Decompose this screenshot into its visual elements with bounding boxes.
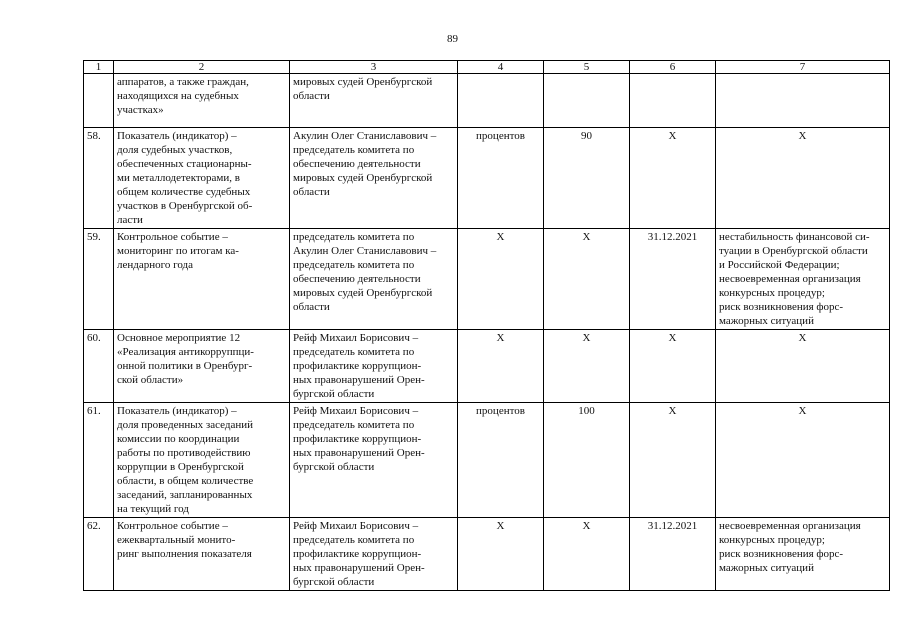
row-responsible: Рейф Михаил Борисович – председатель комитета по профилактике коррупцион- ных правонарушений Орен- бургской области bbox=[290, 518, 458, 591]
column-number-row bbox=[84, 61, 890, 74]
row-date: 31.12.2021 bbox=[630, 518, 716, 591]
row-value bbox=[544, 74, 630, 128]
row-date: 31.12.2021 bbox=[630, 229, 716, 330]
column-header: 2 bbox=[114, 61, 290, 74]
row-number: 61. bbox=[84, 403, 114, 518]
row-risks: Х bbox=[716, 330, 890, 403]
row-risks bbox=[716, 74, 890, 128]
table-row bbox=[84, 74, 890, 128]
row-number bbox=[84, 74, 114, 128]
table-row bbox=[84, 330, 890, 403]
row-name: Контрольное событие – мониторинг по итогам ка- лендарного года bbox=[114, 229, 290, 330]
row-number: 62. bbox=[84, 518, 114, 591]
table-row bbox=[84, 403, 890, 518]
row-date: Х bbox=[630, 128, 716, 229]
row-responsible: Рейф Михаил Борисович – председатель комитета по профилактике коррупцион- ных правонарушений Орен- бургской области bbox=[290, 330, 458, 403]
row-unit: Х bbox=[458, 330, 544, 403]
row-date: Х bbox=[630, 403, 716, 518]
row-responsible: Акулин Олег Станиславович – председатель комитета по обеспечению деятельности мировых судей Оренбургской области bbox=[290, 128, 458, 229]
column-header: 7 bbox=[716, 61, 890, 74]
row-value: Х bbox=[544, 229, 630, 330]
row-risks: Х bbox=[716, 128, 890, 229]
table-row bbox=[84, 518, 890, 591]
row-risks: нестабильность финансовой си- туации в Оренбургской области и Российской Федерации; несвоевременная организация конкурсных процедур; риск возникновения форс- мажорных ситуаций bbox=[716, 229, 890, 330]
row-number: 58. bbox=[84, 128, 114, 229]
row-value: 100 bbox=[544, 403, 630, 518]
row-unit: Х bbox=[458, 518, 544, 591]
column-header: 1 bbox=[84, 61, 114, 74]
column-header: 4 bbox=[458, 61, 544, 74]
row-value: 90 bbox=[544, 128, 630, 229]
table-row bbox=[84, 229, 890, 330]
row-number: 59. bbox=[84, 229, 114, 330]
row-number: 60. bbox=[84, 330, 114, 403]
row-risks: Х bbox=[716, 403, 890, 518]
row-responsible: Рейф Михаил Борисович – председатель комитета по профилактике коррупцион- ных правонарушений Орен- бургской области bbox=[290, 403, 458, 518]
row-name: аппаратов, а также граждан, находящихся на судебных участках» bbox=[114, 74, 290, 128]
row-unit: процентов bbox=[458, 128, 544, 229]
column-header: 5 bbox=[544, 61, 630, 74]
row-name: Контрольное событие – ежеквартальный монито- ринг выполнения показателя bbox=[114, 518, 290, 591]
row-responsible: председатель комитета по Акулин Олег Станиславович – председатель комитета по обеспечению деятельности мировых судей Оренбургской области bbox=[290, 229, 458, 330]
row-date bbox=[630, 74, 716, 128]
row-unit: Х bbox=[458, 229, 544, 330]
row-name: Показатель (индикатор) – доля проведенных заседаний комиссии по координации работы по противодействию коррупции в Оренбургской области, в общем количестве заседаний, запланированных на текущий год bbox=[114, 403, 290, 518]
row-value: Х bbox=[544, 518, 630, 591]
row-risks: несвоевременная организация конкурсных процедур; риск возникновения форс- мажорных ситуаций bbox=[716, 518, 890, 591]
program-table bbox=[83, 60, 890, 591]
column-header: 6 bbox=[630, 61, 716, 74]
row-unit: процентов bbox=[458, 403, 544, 518]
row-date: Х bbox=[630, 330, 716, 403]
table-row bbox=[84, 128, 890, 229]
column-header: 3 bbox=[290, 61, 458, 74]
row-unit bbox=[458, 74, 544, 128]
row-name: Показатель (индикатор) – доля судебных участков, обеспеченных стационарны- ми металлодетекторами, в общем количестве судебных участков в Оренбургской об- ласти bbox=[114, 128, 290, 229]
row-value: Х bbox=[544, 330, 630, 403]
row-responsible: мировых судей Оренбургской области bbox=[290, 74, 458, 128]
page-number: 89 bbox=[447, 33, 458, 45]
row-name: Основное мероприятие 12 «Реализация антикорруппци- онной политики в Оренбург- ской области» bbox=[114, 330, 290, 403]
